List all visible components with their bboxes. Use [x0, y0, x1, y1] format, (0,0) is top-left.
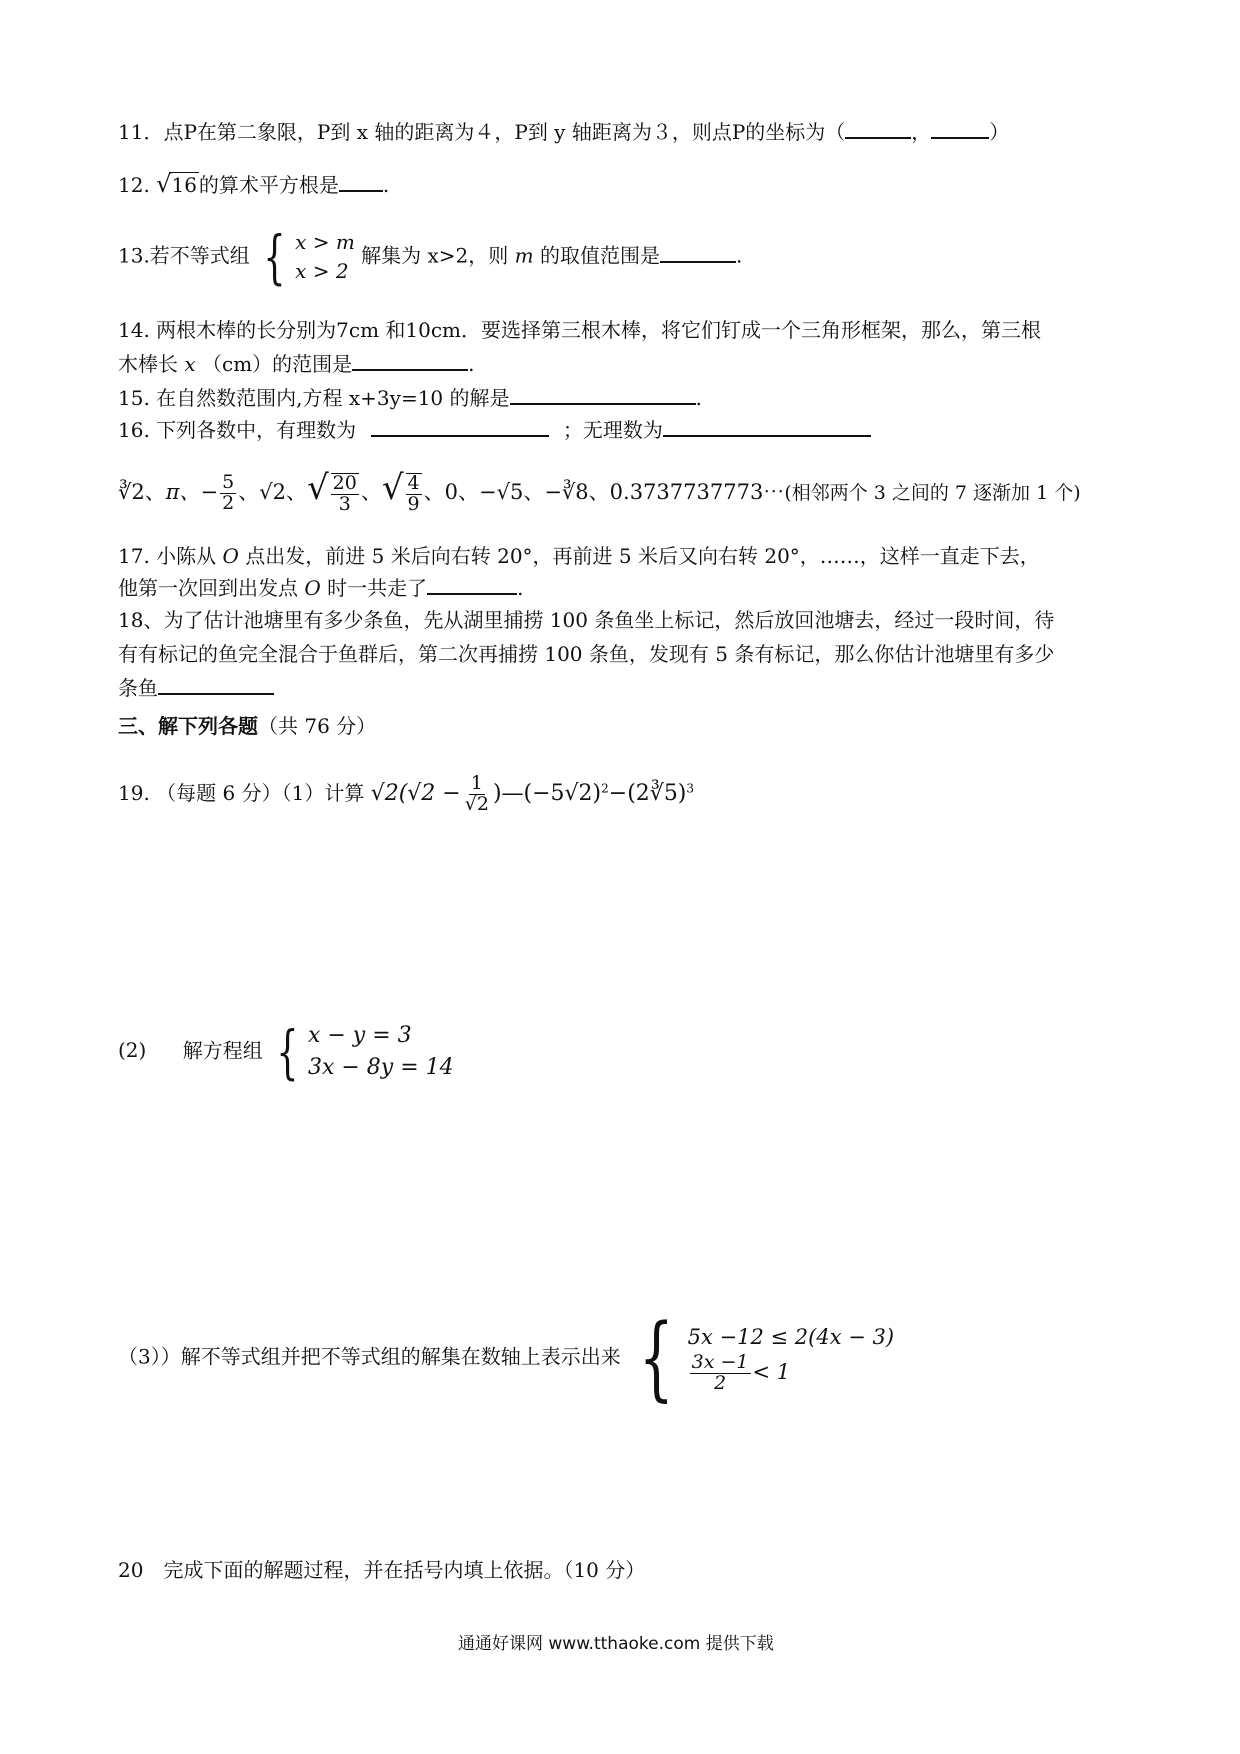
- answer-blank-11b[interactable]: [931, 136, 989, 139]
- question-13-suffix: 的取值范围是: [539, 243, 660, 268]
- question-17-line-1: [118, 544, 1040, 568]
- exponent-2: 2: [601, 781, 609, 796]
- question-19-2-label: (2): [118, 1038, 147, 1063]
- section-3-points: （共 76 分）: [258, 714, 377, 738]
- question-19-3: [118, 1304, 895, 1411]
- system-line-1: 5x −12 ≤ 2(4x − 3): [687, 1325, 895, 1350]
- left-brace: {: [263, 223, 286, 291]
- answer-blank-18[interactable]: [158, 692, 274, 695]
- answer-blank-13[interactable]: [660, 260, 736, 263]
- question-12-text: 的算术平方根是: [198, 173, 339, 197]
- question-13: [118, 223, 743, 291]
- variable-x: x: [184, 352, 196, 376]
- question-14-text-2a: 木棒长: [118, 352, 178, 376]
- question-17-text-2a: 他第一次回到出发点: [118, 576, 298, 600]
- number-item-rest: 、0、−√5、−∛8、0.3737737773⋯: [423, 480, 785, 504]
- system-line-2: x > 2: [295, 259, 349, 283]
- sqrt-sign: √: [156, 170, 172, 198]
- question-14-text-1: 14. 两根木棒的长分别为7cm 和10cm．要选择第三根木棒，将它们钉成一个三角形框架，那么，第三根: [118, 318, 1042, 342]
- answer-blank-11a[interactable]: [845, 136, 911, 139]
- fraction-denominator: 2: [222, 492, 235, 514]
- question-14-end: .: [468, 352, 475, 376]
- question-18-line-3: [118, 676, 274, 700]
- section-3-heading: [118, 714, 376, 738]
- fraction-4-9: [406, 473, 422, 515]
- question-17-text-1b: 点出发，前进 5 米后向右转 20°，再前进 5 米后又向右转 20°，……，这样一直走下去，: [245, 544, 1040, 568]
- question-17-end: .: [517, 576, 524, 600]
- expression-part-b: )—(−5√2): [492, 780, 602, 806]
- number-item-sep: 、: [360, 480, 382, 504]
- question-19-prefix: 19. （每题 6 分）（1）计算: [118, 780, 365, 805]
- question-13-mid: 解集为 x>2，则: [361, 243, 509, 268]
- fraction-numerator: 4: [407, 471, 420, 494]
- question-13-end: .: [735, 243, 743, 268]
- question-11-close: ）: [989, 120, 1010, 144]
- fraction-numerator: 3x −1: [691, 1350, 749, 1373]
- question-15-text: 15. 在自然数范围内,方程 x+3y=10 的解是: [118, 386, 510, 410]
- fraction-denominator: 2: [714, 1371, 727, 1394]
- fraction-3x-1-over-2: [690, 1350, 751, 1394]
- expression-part-c: −(2∛5): [608, 780, 687, 806]
- question-16-text: 16. 下列各数中，有理数为: [118, 418, 357, 442]
- question-14-line-2: [118, 352, 475, 376]
- answer-blank-14[interactable]: [352, 368, 468, 371]
- system-line-2: [688, 1350, 894, 1394]
- inequality-system-19-3: [627, 1304, 895, 1411]
- inequality-system-13: [256, 223, 355, 291]
- question-16: [118, 418, 871, 442]
- exponent-3: 3: [686, 781, 695, 796]
- question-15: [118, 386, 702, 410]
- point-o: O: [304, 576, 321, 600]
- fraction-1-sqrt2: [463, 774, 491, 815]
- question-11-text: 11．点P在第二象限，P到 x 轴的距离为４，P到 y 轴距离为３，则点P的坐标为（: [118, 120, 846, 144]
- number-item-sqrt2: 、√2、: [238, 480, 307, 504]
- answer-blank-12[interactable]: [339, 189, 383, 192]
- question-18-text-1: 18、为了估计池塘里有多少条鱼，先从湖里捕捞 100 条鱼坐上标记，然后放回池塘去，经过一段时间，待: [118, 608, 1055, 632]
- system-line-1: x − y = 3: [307, 1023, 412, 1048]
- system-line-2-tail: < 1: [752, 1359, 791, 1384]
- number-item-pi: π、−: [165, 480, 219, 504]
- fraction-denominator: 9: [407, 492, 420, 515]
- fraction-denominator: 3: [338, 492, 351, 515]
- equation-system: [269, 1017, 454, 1086]
- section-3-title: 三、解下列各题: [118, 714, 258, 738]
- sqrt-sign: √: [381, 468, 404, 508]
- question-17-text-2b: 时一共走了: [327, 576, 428, 600]
- question-19-1: [118, 774, 694, 815]
- system-line-2: 3x − 8y = 14: [307, 1054, 454, 1080]
- question-18-line-1: [118, 608, 1054, 632]
- question-13-prefix: 13.若不等式组: [118, 243, 250, 268]
- question-12: [118, 170, 389, 199]
- question-18-line-2: [118, 642, 1054, 666]
- answer-blank-15[interactable]: [510, 402, 696, 405]
- answer-blank-16-rational[interactable]: [371, 434, 549, 437]
- question-16-mid: ；无理数为: [562, 418, 663, 442]
- question-14-text-2b: （cm）的范围是: [202, 352, 353, 376]
- left-brace: {: [276, 1017, 299, 1086]
- question-17-text-1a: 17. 小陈从: [118, 544, 217, 568]
- fraction-denominator: √2: [464, 792, 489, 815]
- answer-blank-17[interactable]: [427, 592, 517, 595]
- fraction-numerator: 5: [222, 471, 235, 494]
- system-line-1: x > m: [295, 230, 355, 254]
- footer-text: 通通好课网 www.tthaoke.com 提供下载: [458, 1634, 774, 1654]
- question-11: [118, 120, 1009, 144]
- fraction-5-2: [220, 473, 236, 514]
- question-14-line-1: [118, 318, 1041, 342]
- number-list: [118, 468, 1081, 514]
- question-18-text-2: 有有标记的鱼完全混合于鱼群后，第二次再捕捞 100 条鱼，发现有 5 条有标记，那么你估计池塘里有多少: [118, 642, 1055, 666]
- question-19-2: [118, 1017, 454, 1086]
- question-19-2-text: 解方程组: [182, 1038, 263, 1063]
- left-brace: {: [638, 1304, 674, 1411]
- answer-blank-16-irrational[interactable]: [663, 434, 871, 437]
- page-footer: [458, 1634, 774, 1654]
- number-list-note: (相邻两个 3 之间的 7 逐渐加 1 个): [784, 482, 1081, 504]
- expression-part-a: √2(√2 −: [370, 780, 461, 806]
- question-18-text-3: 条鱼: [118, 676, 158, 700]
- question-20: [118, 1558, 645, 1582]
- question-19-3-text: （3））解不等式组并把不等式组的解集在数轴上表示出来: [118, 1344, 621, 1369]
- question-12-number: 12.: [118, 173, 150, 197]
- number-item-cbrt2: ∛2、: [118, 480, 166, 504]
- question-15-end: .: [695, 386, 702, 410]
- question-12-radicand: 16: [171, 173, 197, 197]
- fraction-20-3: [331, 473, 359, 515]
- question-12-end: .: [382, 173, 390, 197]
- variable-m: m: [514, 243, 534, 268]
- question-17-line-2: [118, 576, 523, 600]
- point-o: O: [222, 544, 239, 568]
- fraction-numerator: 20: [332, 471, 357, 494]
- fraction-numerator: 1: [470, 772, 483, 794]
- question-11-comma: ，: [911, 120, 932, 144]
- sqrt-sign: √: [307, 468, 329, 508]
- question-20-text: 20 完成下面的解题过程，并在括号内填上依据。（10 分）: [118, 1558, 646, 1582]
